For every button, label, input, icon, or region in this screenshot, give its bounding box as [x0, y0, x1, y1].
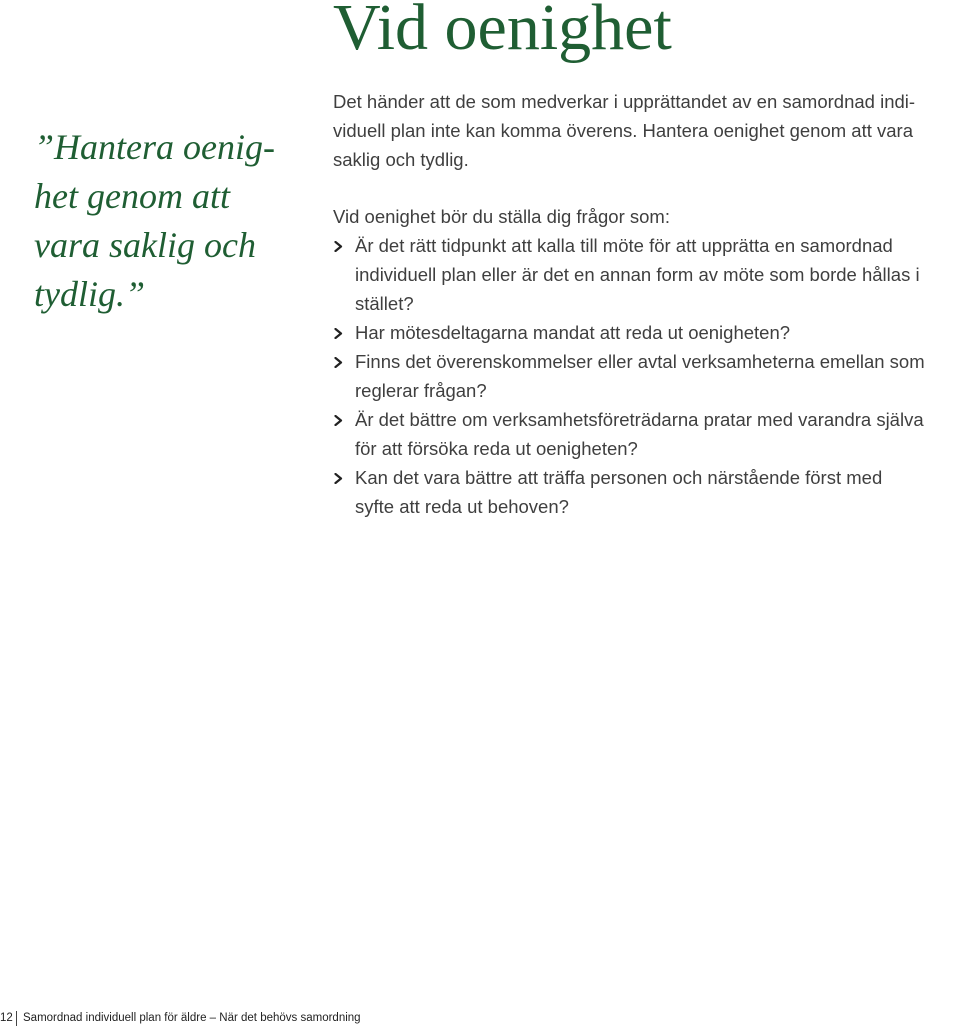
list-item-line: för att försöka reda ut oenigheten? — [355, 438, 638, 459]
intro-paragraph — [333, 87, 960, 174]
chevron-right-icon — [333, 463, 345, 492]
page-title: Vid oenighet — [333, 0, 672, 64]
page-number: 12 — [0, 1012, 13, 1024]
pull-quote — [34, 123, 304, 319]
footer-running-title — [23, 1010, 361, 1027]
list-item — [333, 231, 960, 318]
pull-quote-line: ”Hantera oenig- — [34, 127, 275, 167]
list-item-line: syfte att reda ut behoven? — [355, 496, 569, 517]
list-item — [333, 463, 960, 521]
footer-separator: – — [206, 1012, 220, 1024]
footer-divider — [16, 1011, 17, 1026]
pull-quote-line: tydlig.” — [34, 274, 146, 314]
list-item-line: Finns det överenskommelser eller avtal verksamheterna emellan som — [355, 351, 925, 372]
list-item — [333, 405, 960, 463]
list-item-line: individuell plan eller är det en annan form av möte som borde hållas i — [355, 264, 920, 285]
list-item-line: Är det rätt tidpunkt att kalla till möte för att upprätta en samordnad — [355, 235, 893, 256]
pull-quote-line: het genom att — [34, 176, 230, 216]
list-item-line: Har mötesdeltagarna mandat att reda ut oenigheten? — [355, 322, 791, 343]
chevron-right-icon — [333, 318, 345, 347]
list-item-line: reglerar frågan? — [355, 380, 487, 401]
footer-section: När det behövs samordning — [219, 1012, 361, 1024]
chevron-right-icon — [333, 231, 345, 260]
list-item-line: stället? — [355, 293, 414, 314]
chevron-right-icon — [333, 405, 345, 434]
intro-line: Det händer att de som medverkar i upprättandet av en samordnad indi- — [333, 91, 916, 112]
intro-line: saklig och tydlig. — [333, 149, 469, 170]
list-item-line: Är det bättre om verksamhetsföreträdarna pratar med varandra själva — [355, 409, 924, 430]
publication-title: Samordnad individuell plan för äldre — [23, 1012, 207, 1024]
chevron-right-icon — [333, 347, 345, 376]
pull-quote-line: vara saklig och — [34, 225, 256, 265]
questions-list — [333, 231, 960, 521]
questions-lead: Vid oenighet bör du ställa dig frågor som: — [333, 206, 670, 227]
intro-line: viduell plan inte kan komma överens. Hantera oenighet genom att vara — [333, 120, 914, 141]
list-item-line: Kan det vara bättre att träffa personen och närstående först med — [355, 467, 883, 488]
list-item — [333, 347, 960, 405]
list-item — [333, 318, 960, 347]
